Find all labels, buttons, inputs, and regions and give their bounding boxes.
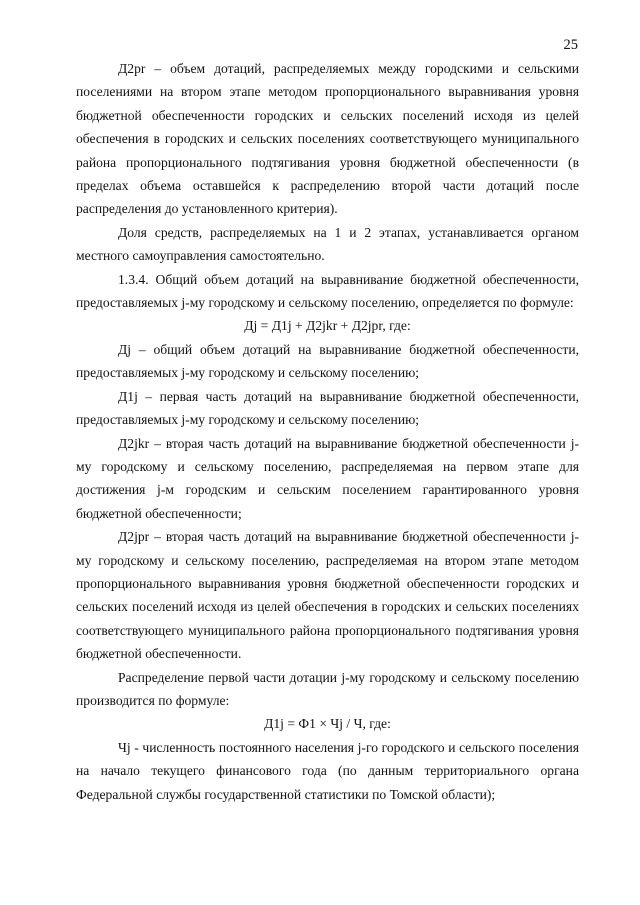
formula-first-part: Д1j = Ф1 × Чj / Ч, где: — [264, 716, 391, 732]
paragraph-population-definition: Чj - численность постоянного населения j-го городского и сельского поселения на начало текущего финансового года (по данным территориального органа Федеральной службы государственной статистики по Томской области); — [76, 739, 579, 802]
page-number: 25 — [563, 37, 578, 53]
paragraph-d2jpr-definition: Д2jpr – вторая часть дотаций на выравнивание бюджетной обеспеченности j-му городскому и сельскому поселению, распределяемая на втором этапе методом пропорционального выравнивания уровня бюджетной обеспеченности городских и сельских поселений исходя из целей обеспечения в городских и сельских поселениях соответствующего муниципального района пропорционального подтягивания уровня бюджетной обеспеченности. — [76, 529, 579, 662]
paragraph-first-part-distribution: Распределение первой части дотации j-му городскому и сельскому поселению производится по формуле: — [76, 669, 579, 708]
paragraph-section-1-3-4: 1.3.4. Общий объем дотаций на выравнивание бюджетной обеспеченности, предоставляемых j-му городскому и сельскому поселению, определяется по формуле: — [76, 271, 579, 311]
paragraph-d2jkr-definition: Д2jkr – вторая часть дотаций на выравнивание бюджетной обеспеченности j-му городскому и сельскому поселению, распределяемая на первом этапе для достижения j-м городским и сельским поселением гарантированного уровня бюджетной обеспеченности; — [76, 435, 579, 521]
formula-total-subsidy: Дj = Д1j + Д2jkr + Д2jpr, где: — [244, 318, 411, 334]
paragraph-stage-share: Доля средств, распределяемых на 1 и 2 этапах, устанавливается органом местного самоуправления самостоятельно. — [76, 224, 579, 264]
document-body — [76, 57, 579, 806]
paragraph-d2pr-definition: Д2рr – объем дотаций, распределяемых между городскими и сельскими поселениями на втором этапе методом пропорционального выравнивания уровня бюджетной обеспеченности городских и сельских поселений исходя из целей обеспечения в городских и сельских поселениях соответствующего муниципального района пропорционального подтягивания уровня бюджетной обеспеченности (в пределах объема оставшейся к распределению второй части дотаций после распределения до установленного критерия). — [76, 61, 579, 217]
paragraph-dj-definition: Дj – общий объем дотаций на выравнивание бюджетной обеспеченности, предоставляемых j-му городскому и сельскому поселению; — [76, 341, 579, 381]
paragraph-d1j-definition: Д1j – первая часть дотаций на выравнивание бюджетной обеспеченности, предоставляемых j-му городскому и сельскому поселению; — [76, 388, 579, 428]
